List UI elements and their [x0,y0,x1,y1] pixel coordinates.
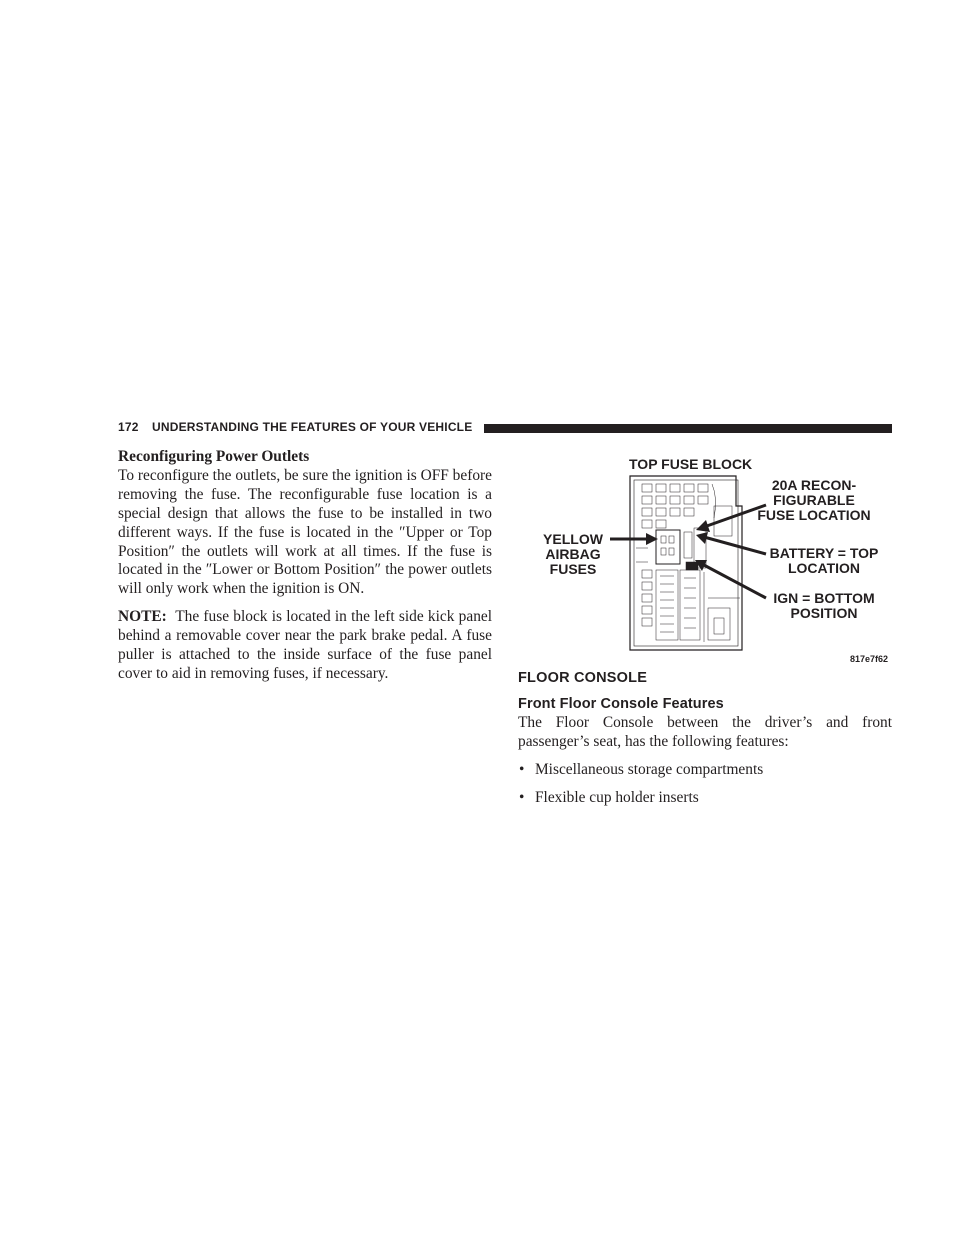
label-ign-line2: POSITION [790,605,858,621]
page-header [118,420,892,436]
figure-code: 817e7f62 [850,654,889,664]
section-title: UNDERSTANDING THE FEATURES OF YOUR VEHICLE [152,420,473,434]
bullet-dot: • [519,760,525,778]
page-number: 172 [118,420,139,434]
header-rule [484,424,892,433]
label-battery-line1: BATTERY = TOP [769,545,879,561]
label-20a-line1: 20A RECON- [771,477,857,493]
note-text: The fuse block is located in the left side kick panel behind a removable cover near the park brake pedal. A fuse puller is attached to the inside surface of the fuse panel cover to aid in removing fuses, if necessary. [118,608,492,682]
heading-floor-console: FLOOR CONSOLE [518,670,648,686]
note-paragraph [118,608,492,684]
right-column [518,670,892,808]
note-label: NOTE: [118,608,167,626]
label-20a-line2: FIGURABLE [773,492,855,508]
paragraph-reconfigure: To reconfigure the outlets, be sure the ignition is OFF before removing the fuse. The reconfigurable fuse location is a special design that allows the fuse to be installed in two different ways. If the fuse is located in the ″Upper or Top Position″ the outlets will work at all times. If the fuse is located in the ″Lower or Bottom Position″ the power outlets will only work when the ignition is ON. [118,466,492,598]
paragraph-floor-console: The Floor Console between the driver’s and front passenger’s seat, has the following features: [518,714,892,750]
bullet-text-cup-holder: Flexible cup holder inserts [535,788,699,806]
arrow-battery [704,537,766,554]
list-item [518,789,892,808]
fuse-block-figure [518,448,892,670]
label-yellow-line2: AIRBAG [545,546,601,562]
bullet-dot: • [519,788,525,806]
label-battery-line2: LOCATION [787,560,861,576]
label-20a-line3: FUSE LOCATION [757,507,871,523]
fuse-block-body [630,476,742,650]
bullet-text-storage: Miscellaneous storage compartments [535,760,764,778]
figure-title: TOP FUSE BLOCK [629,456,753,472]
arrow-ign [702,564,766,598]
left-column [118,448,492,684]
label-yellow-line3: FUSES [549,561,597,577]
subheading-reconfiguring: Reconfiguring Power Outlets [118,448,310,465]
fuse-block-illustration [518,448,892,670]
label-yellow-line1: YELLOW [543,531,603,547]
subheading-front-floor-console: Front Floor Console Features [518,696,724,712]
label-ign-line1: IGN = BOTTOM [773,590,875,606]
list-item [518,761,892,780]
